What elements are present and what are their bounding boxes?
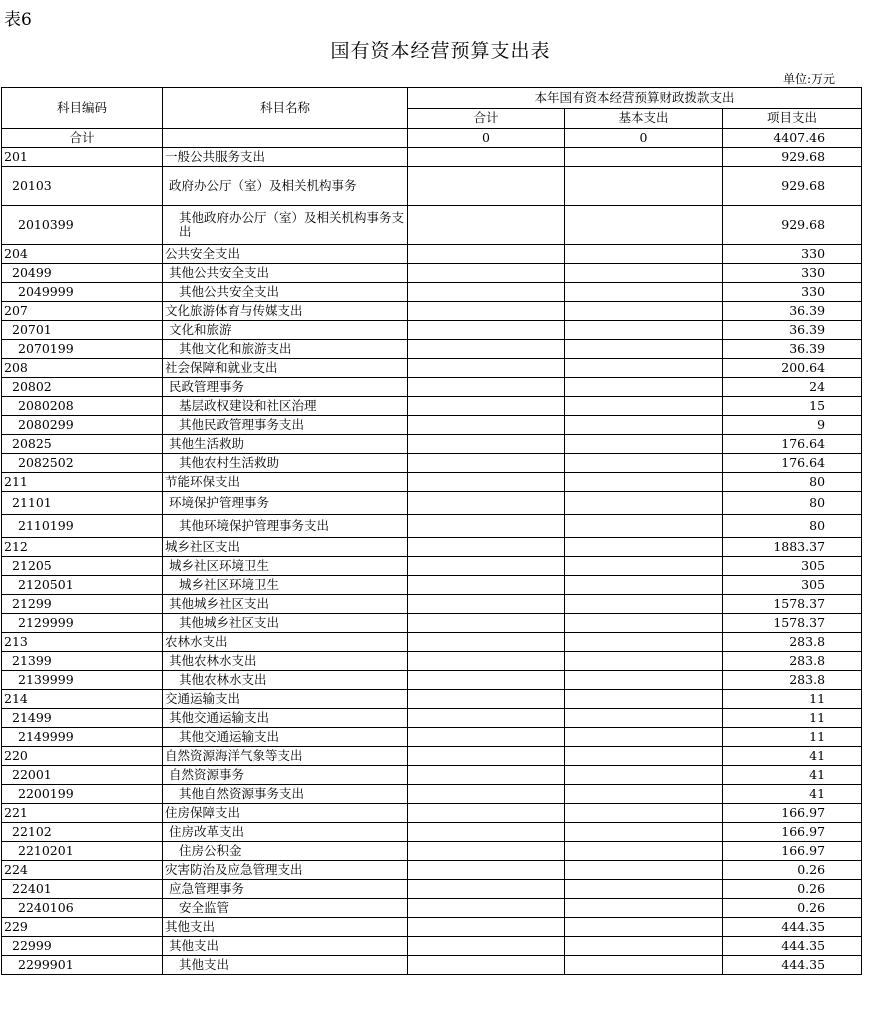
row-code: 220 <box>2 747 163 766</box>
row-project-value: 305 <box>723 557 862 576</box>
row-total-value <box>408 956 565 975</box>
row-basic-value <box>565 671 723 690</box>
row-basic-value <box>565 747 723 766</box>
row-total-value <box>408 416 565 435</box>
table-row <box>2 690 862 709</box>
row-basic-value <box>565 785 723 804</box>
total-label: 合计 <box>2 129 163 148</box>
row-name: 交通运输支出 <box>163 690 408 709</box>
row-code: 214 <box>2 690 163 709</box>
row-total-value <box>408 340 565 359</box>
row-code: 20802 <box>2 378 163 397</box>
total-project-value: 4407.46 <box>723 129 862 148</box>
row-project-value: 200.64 <box>723 359 862 378</box>
row-project-value: 11 <box>723 690 862 709</box>
row-total-value <box>408 167 565 206</box>
row-total-value <box>408 690 565 709</box>
row-basic-value <box>565 454 723 473</box>
row-code: 20825 <box>2 435 163 454</box>
table-row <box>2 473 862 492</box>
table-row <box>2 283 862 302</box>
row-basic-value <box>565 492 723 515</box>
table-row <box>2 321 862 340</box>
row-name: 应急管理事务 <box>163 880 408 899</box>
row-project-value: 166.97 <box>723 842 862 861</box>
table-row <box>2 671 862 690</box>
table-row <box>2 823 862 842</box>
row-basic-value <box>565 918 723 937</box>
row-name: 其他公共安全支出 <box>163 283 408 302</box>
row-code: 2240106 <box>2 899 163 918</box>
row-total-value <box>408 245 565 264</box>
table-row <box>2 515 862 538</box>
row-code: 2120501 <box>2 576 163 595</box>
table-row <box>2 340 862 359</box>
row-project-value: 444.35 <box>723 956 862 975</box>
row-code: 2110199 <box>2 515 163 538</box>
row-code: 20103 <box>2 167 163 206</box>
row-total-value <box>408 321 565 340</box>
row-name: 其他城乡社区支出 <box>163 614 408 633</box>
row-basic-value <box>565 397 723 416</box>
row-basic-value <box>565 148 723 167</box>
row-total-value <box>408 785 565 804</box>
row-total-value <box>408 823 565 842</box>
row-code: 2080299 <box>2 416 163 435</box>
row-name: 其他支出 <box>163 918 408 937</box>
row-code: 21399 <box>2 652 163 671</box>
row-code: 201 <box>2 148 163 167</box>
table-row <box>2 709 862 728</box>
row-code: 21205 <box>2 557 163 576</box>
row-code: 208 <box>2 359 163 378</box>
row-code: 2049999 <box>2 283 163 302</box>
col-header-group: 本年国有资本经营预算财政拨款支出 <box>408 88 862 109</box>
table-row <box>2 956 862 975</box>
row-project-value: 80 <box>723 473 862 492</box>
row-basic-value <box>565 538 723 557</box>
row-total-value <box>408 918 565 937</box>
table-row <box>2 918 862 937</box>
row-project-value: 1883.37 <box>723 538 862 557</box>
row-total-value <box>408 861 565 880</box>
table-row <box>2 595 862 614</box>
row-total-value <box>408 283 565 302</box>
row-name: 其他公共安全支出 <box>163 264 408 283</box>
row-name: 节能环保支出 <box>163 473 408 492</box>
row-code: 229 <box>2 918 163 937</box>
row-code: 212 <box>2 538 163 557</box>
row-basic-value <box>565 245 723 264</box>
table-row <box>2 766 862 785</box>
total-basic-value: 0 <box>565 129 723 148</box>
row-project-value: 1578.37 <box>723 595 862 614</box>
row-total-value <box>408 766 565 785</box>
table-row <box>2 416 862 435</box>
row-total-value <box>408 492 565 515</box>
row-project-value: 36.39 <box>723 340 862 359</box>
row-project-value: 24 <box>723 378 862 397</box>
row-total-value <box>408 148 565 167</box>
table-row <box>2 557 862 576</box>
table-label: 表6 <box>4 10 32 30</box>
table-row <box>2 899 862 918</box>
table-row <box>2 167 862 206</box>
table-row <box>2 880 862 899</box>
row-name: 环境保护管理事务 <box>163 492 408 515</box>
row-basic-value <box>565 766 723 785</box>
row-code: 21299 <box>2 595 163 614</box>
row-name: 其他环境保护管理事务支出 <box>163 515 408 538</box>
row-project-value: 36.39 <box>723 321 862 340</box>
row-project-value: 80 <box>723 492 862 515</box>
table-row <box>2 861 862 880</box>
total-row <box>2 129 862 148</box>
row-basic-value <box>565 359 723 378</box>
row-code: 2299901 <box>2 956 163 975</box>
row-basic-value <box>565 340 723 359</box>
row-project-value: 80 <box>723 515 862 538</box>
row-total-value <box>408 804 565 823</box>
row-code: 22401 <box>2 880 163 899</box>
row-total-value <box>408 709 565 728</box>
row-name: 其他交通运输支出 <box>163 709 408 728</box>
row-name: 其他民政管理事务支出 <box>163 416 408 435</box>
table-row <box>2 728 862 747</box>
unit-label: 单位:万元 <box>782 72 835 86</box>
row-total-value <box>408 538 565 557</box>
row-name: 文化和旅游 <box>163 321 408 340</box>
row-code: 2070199 <box>2 340 163 359</box>
row-total-value <box>408 899 565 918</box>
row-project-value: 444.35 <box>723 918 862 937</box>
row-total-value <box>408 473 565 492</box>
row-code: 21499 <box>2 709 163 728</box>
table-row <box>2 804 862 823</box>
row-name: 民政管理事务 <box>163 378 408 397</box>
row-project-value: 41 <box>723 785 862 804</box>
row-project-value: 444.35 <box>723 937 862 956</box>
row-basic-value <box>565 515 723 538</box>
table-row <box>2 359 862 378</box>
table-row <box>2 937 862 956</box>
row-code: 221 <box>2 804 163 823</box>
row-code: 2210201 <box>2 842 163 861</box>
row-basic-value <box>565 956 723 975</box>
row-basic-value <box>565 937 723 956</box>
row-code: 22999 <box>2 937 163 956</box>
row-project-value: 166.97 <box>723 804 862 823</box>
row-name: 政府办公厅（室）及相关机构事务 <box>163 167 408 206</box>
table-row <box>2 206 862 245</box>
row-project-value: 0.26 <box>723 861 862 880</box>
col-header-code: 科目编码 <box>2 88 163 129</box>
row-total-value <box>408 378 565 397</box>
row-basic-value <box>565 302 723 321</box>
row-code: 2139999 <box>2 671 163 690</box>
row-code: 20701 <box>2 321 163 340</box>
table-row <box>2 454 862 473</box>
row-name: 灾害防治及应急管理支出 <box>163 861 408 880</box>
row-total-value <box>408 595 565 614</box>
table-row <box>2 614 862 633</box>
row-code: 2010399 <box>2 206 163 245</box>
row-project-value: 929.68 <box>723 206 862 245</box>
row-basic-value <box>565 804 723 823</box>
row-project-value: 330 <box>723 283 862 302</box>
row-code: 207 <box>2 302 163 321</box>
col-header-total: 合计 <box>408 108 565 129</box>
table-row <box>2 785 862 804</box>
row-total-value <box>408 728 565 747</box>
row-name: 住房改革支出 <box>163 823 408 842</box>
table-row <box>2 435 862 454</box>
row-basic-value <box>565 899 723 918</box>
row-name: 安全监管 <box>163 899 408 918</box>
row-basic-value <box>565 416 723 435</box>
table-row <box>2 264 862 283</box>
row-code: 2082502 <box>2 454 163 473</box>
table-row <box>2 148 862 167</box>
col-header-project: 项目支出 <box>723 108 862 129</box>
row-code: 22102 <box>2 823 163 842</box>
row-name: 住房公积金 <box>163 842 408 861</box>
row-total-value <box>408 614 565 633</box>
table-row <box>2 576 862 595</box>
row-name: 其他交通运输支出 <box>163 728 408 747</box>
row-basic-value <box>565 557 723 576</box>
row-project-value: 1578.37 <box>723 614 862 633</box>
table-row <box>2 842 862 861</box>
row-name: 其他支出 <box>163 956 408 975</box>
row-project-value: 11 <box>723 709 862 728</box>
row-name: 其他自然资源事务支出 <box>163 785 408 804</box>
row-name: 基层政权建设和社区治理 <box>163 397 408 416</box>
row-basic-value <box>565 595 723 614</box>
row-project-value: 0.26 <box>723 880 862 899</box>
row-project-value: 41 <box>723 766 862 785</box>
row-basic-value <box>565 728 723 747</box>
table-row <box>2 633 862 652</box>
row-total-value <box>408 937 565 956</box>
header-row-1 <box>2 88 862 109</box>
row-name: 其他城乡社区支出 <box>163 595 408 614</box>
row-project-value: 283.8 <box>723 671 862 690</box>
row-name: 城乡社区环境卫生 <box>163 576 408 595</box>
row-total-value <box>408 397 565 416</box>
row-project-value: 330 <box>723 245 862 264</box>
row-total-value <box>408 206 565 245</box>
row-name: 公共安全支出 <box>163 245 408 264</box>
row-total-value <box>408 747 565 766</box>
page-title: 国有资本经营预算支出表 <box>330 40 551 62</box>
row-name: 自然资源事务 <box>163 766 408 785</box>
table-row <box>2 652 862 671</box>
row-name: 其他支出 <box>163 937 408 956</box>
row-total-value <box>408 633 565 652</box>
table-row <box>2 538 862 557</box>
row-basic-value <box>565 633 723 652</box>
row-code: 2149999 <box>2 728 163 747</box>
row-name: 一般公共服务支出 <box>163 148 408 167</box>
row-code: 22001 <box>2 766 163 785</box>
row-total-value <box>408 359 565 378</box>
table-row <box>2 747 862 766</box>
row-project-value: 15 <box>723 397 862 416</box>
row-basic-value <box>565 861 723 880</box>
row-name: 农林水支出 <box>163 633 408 652</box>
row-project-value: 36.39 <box>723 302 862 321</box>
row-total-value <box>408 880 565 899</box>
total-name-cell <box>163 129 408 148</box>
row-project-value: 11 <box>723 728 862 747</box>
table-row <box>2 245 862 264</box>
row-total-value <box>408 842 565 861</box>
row-total-value <box>408 576 565 595</box>
row-code: 2200199 <box>2 785 163 804</box>
table-row <box>2 397 862 416</box>
table-row <box>2 302 862 321</box>
row-basic-value <box>565 473 723 492</box>
table-row <box>2 378 862 397</box>
row-name: 住房保障支出 <box>163 804 408 823</box>
row-project-value: 283.8 <box>723 633 862 652</box>
row-code: 213 <box>2 633 163 652</box>
row-total-value <box>408 264 565 283</box>
row-basic-value <box>565 652 723 671</box>
row-code: 2129999 <box>2 614 163 633</box>
row-name: 城乡社区支出 <box>163 538 408 557</box>
row-basic-value <box>565 690 723 709</box>
col-header-basic: 基本支出 <box>565 108 723 129</box>
row-name: 其他政府办公厅（室）及相关机构事务支出 <box>163 206 408 245</box>
row-total-value <box>408 652 565 671</box>
row-code: 2080208 <box>2 397 163 416</box>
row-project-value: 305 <box>723 576 862 595</box>
row-total-value <box>408 302 565 321</box>
row-name: 城乡社区环境卫生 <box>163 557 408 576</box>
row-code: 224 <box>2 861 163 880</box>
row-total-value <box>408 435 565 454</box>
row-basic-value <box>565 576 723 595</box>
row-name: 社会保障和就业支出 <box>163 359 408 378</box>
row-basic-value <box>565 842 723 861</box>
row-name: 其他农林水支出 <box>163 671 408 690</box>
row-basic-value <box>565 435 723 454</box>
row-name: 文化旅游体育与传媒支出 <box>163 302 408 321</box>
row-project-value: 929.68 <box>723 167 862 206</box>
row-project-value: 330 <box>723 264 862 283</box>
row-name: 其他文化和旅游支出 <box>163 340 408 359</box>
col-header-name: 科目名称 <box>163 88 408 129</box>
row-basic-value <box>565 167 723 206</box>
row-project-value: 9 <box>723 416 862 435</box>
total-total-value: 0 <box>408 129 565 148</box>
row-basic-value <box>565 709 723 728</box>
row-basic-value <box>565 206 723 245</box>
row-project-value: 166.97 <box>723 823 862 842</box>
row-name: 其他农村生活救助 <box>163 454 408 473</box>
row-code: 20499 <box>2 264 163 283</box>
row-project-value: 0.26 <box>723 899 862 918</box>
row-name: 其他农林水支出 <box>163 652 408 671</box>
row-code: 204 <box>2 245 163 264</box>
row-project-value: 41 <box>723 747 862 766</box>
row-basic-value <box>565 880 723 899</box>
row-project-value: 176.64 <box>723 435 862 454</box>
row-basic-value <box>565 614 723 633</box>
table-row <box>2 492 862 515</box>
row-basic-value <box>565 264 723 283</box>
row-basic-value <box>565 378 723 397</box>
expenditure-table <box>1 87 862 975</box>
row-name: 其他生活救助 <box>163 435 408 454</box>
row-basic-value <box>565 321 723 340</box>
row-total-value <box>408 671 565 690</box>
row-code: 21101 <box>2 492 163 515</box>
row-project-value: 283.8 <box>723 652 862 671</box>
row-project-value: 929.68 <box>723 148 862 167</box>
row-project-value: 176.64 <box>723 454 862 473</box>
row-name: 自然资源海洋气象等支出 <box>163 747 408 766</box>
row-total-value <box>408 557 565 576</box>
row-total-value <box>408 515 565 538</box>
row-basic-value <box>565 823 723 842</box>
row-basic-value <box>565 283 723 302</box>
row-code: 211 <box>2 473 163 492</box>
row-total-value <box>408 454 565 473</box>
